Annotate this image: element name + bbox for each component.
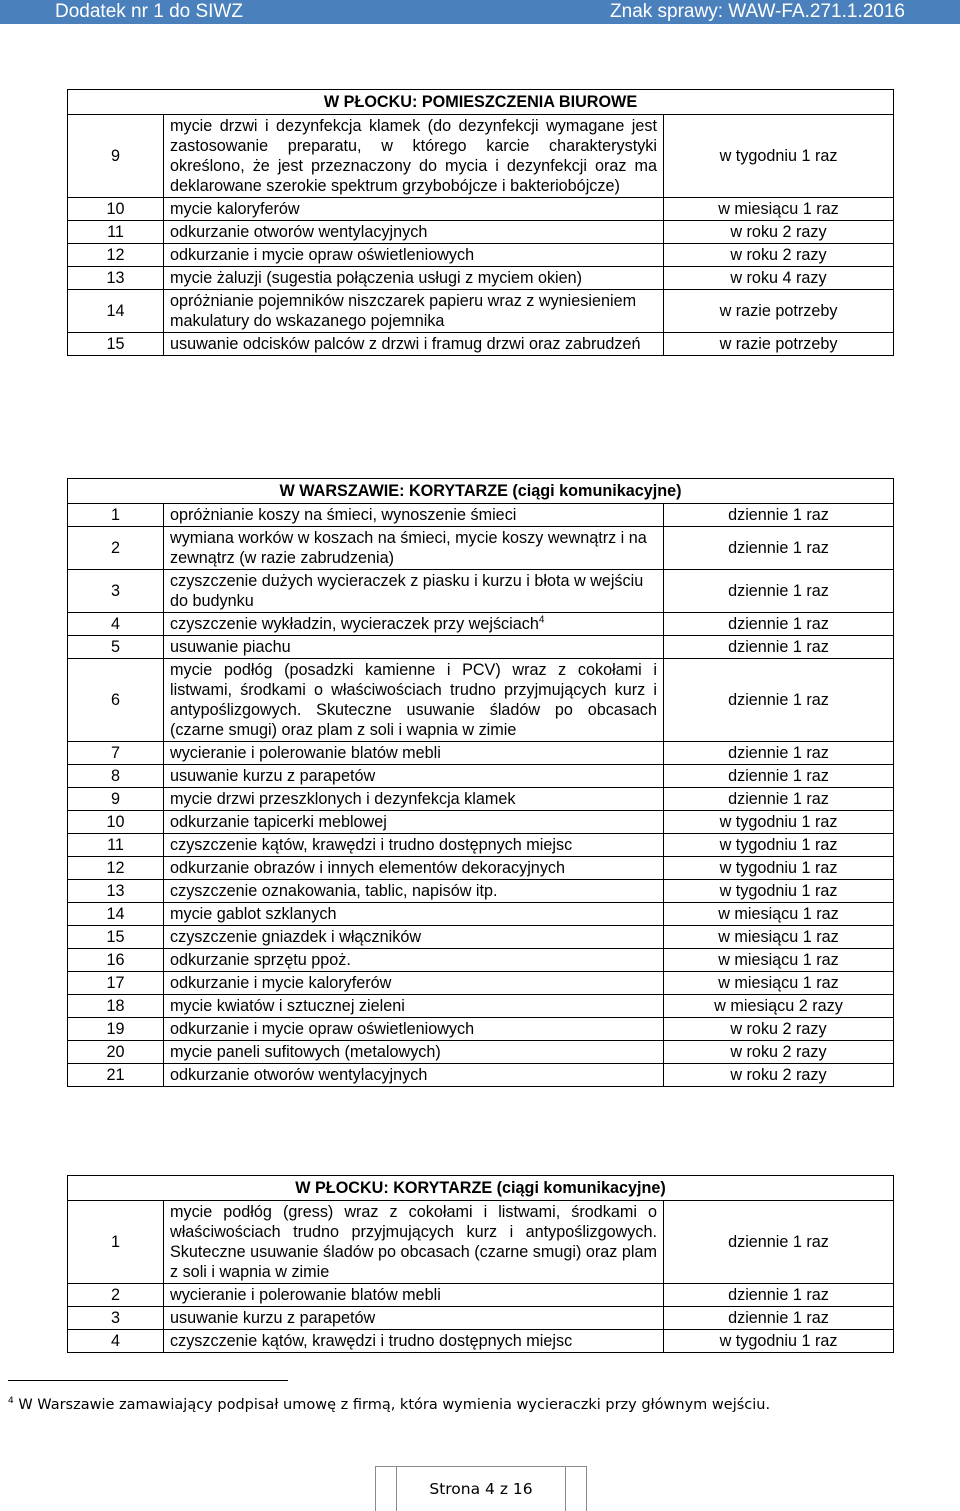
task-description: mycie drzwi przeszklonych i dezynfekcja klamek	[170, 790, 516, 808]
frequency: w roku 2 razy	[664, 221, 894, 244]
table-row	[68, 570, 894, 613]
task-description: mycie żaluzji (sugestia połączenia usługi z myciem okien)	[170, 269, 583, 287]
frequency: dziennie 1 raz	[664, 527, 894, 570]
footnote-marker: 4	[8, 1396, 14, 1407]
row-number: 5	[68, 636, 164, 659]
row-number: 1	[68, 504, 164, 527]
task-description-cell	[164, 995, 664, 1018]
table-heading-row	[68, 1176, 894, 1201]
task-description: mycie podłóg (gress) wraz z cokołami i listwami, środkami o właściwościach trudno przyjmujących kurz i antypoślizgowych. Skuteczne usuwanie śladów po obcasach (czarne smugi) oraz plam z soli i wapnia w zimie	[170, 1203, 657, 1281]
task-description: odkurzanie otworów wentylacyjnych	[170, 1066, 428, 1084]
frequency: w razie potrzeby	[664, 333, 894, 356]
header-case-number: Znak sprawy: WAW-FA.271.1.2016	[610, 1, 905, 22]
row-number: 17	[68, 972, 164, 995]
row-number: 10	[68, 198, 164, 221]
document-header	[0, 0, 960, 24]
table-heading: W PŁOCKU: KORYTARZE (ciągi komunikacyjne)	[68, 1176, 894, 1201]
frequency: w miesiącu 1 raz	[664, 926, 894, 949]
table-row	[68, 333, 894, 356]
table-heading-row	[68, 479, 894, 504]
row-number: 11	[68, 221, 164, 244]
task-description-cell	[164, 1041, 664, 1064]
task-description: odkurzanie i mycie kaloryferów	[170, 974, 392, 992]
frequency: w miesiącu 1 raz	[664, 972, 894, 995]
task-description-cell	[164, 926, 664, 949]
frequency: w roku 2 razy	[664, 244, 894, 267]
task-description: opróżnianie pojemników niszczarek papieru wraz z wyniesieniem makulatury do wskazanego pojemnika	[170, 292, 637, 330]
task-description-cell	[164, 198, 664, 221]
frequency: w tygodniu 1 raz	[664, 115, 894, 198]
row-number: 14	[68, 290, 164, 333]
footnote-reference: 4	[538, 614, 545, 626]
table-row	[68, 1041, 894, 1064]
page-number: Strona 4 z 16	[396, 1467, 566, 1511]
task-description-cell	[164, 811, 664, 834]
table-heading: W WARSZAWIE: KORYTARZE (ciągi komunikacyjne)	[68, 479, 894, 504]
row-number: 4	[68, 613, 164, 636]
task-description-cell	[164, 880, 664, 903]
task-description-cell	[164, 1064, 664, 1087]
row-number: 18	[68, 995, 164, 1018]
row-number: 21	[68, 1064, 164, 1087]
task-description-cell	[164, 1307, 664, 1330]
frequency: w miesiącu 2 razy	[664, 995, 894, 1018]
table-row	[68, 926, 894, 949]
frequency: w roku 2 razy	[664, 1064, 894, 1087]
table-row	[68, 995, 894, 1018]
frequency: w miesiącu 1 raz	[664, 903, 894, 926]
task-description: mycie gablot szklanych	[170, 905, 337, 923]
task-description-cell	[164, 659, 664, 742]
task-description-cell	[164, 949, 664, 972]
table-row	[68, 1201, 894, 1284]
row-number: 2	[68, 1284, 164, 1307]
footnote	[8, 1395, 948, 1415]
row-number: 8	[68, 765, 164, 788]
task-description: mycie podłóg (posadzki kamienne i PCV) wraz z cokołami i listwami, środkami o właściwościach trudno przyjmujących kurz i antypoślizgowych. Skuteczne usuwanie śladów po obcasach (czarne smugi) oraz plam z soli i wapnia w zimie	[170, 661, 657, 739]
task-description-cell	[164, 570, 664, 613]
table-heading: W PŁOCKU: POMIESZCZENIA BIUROWE	[68, 90, 894, 115]
task-description: wymiana worków w koszach na śmieci, mycie koszy wewnątrz i na zewnątrz (w razie zabrudzenia)	[170, 529, 647, 567]
task-description: mycie drzwi i dezynfekcja klamek (do dezynfekcji wymagane jest zastosowanie preparatu, w którego karcie charakterystyki określono, że jest przeznaczony do mycia i dezynfekcji oraz ma deklarowane szerokie spektrum grzybobójcze i bakteriobójcze)	[170, 117, 657, 195]
row-number: 20	[68, 1041, 164, 1064]
table-row	[68, 903, 894, 926]
frequency: dziennie 1 raz	[664, 636, 894, 659]
table-row	[68, 1330, 894, 1353]
table-row	[68, 504, 894, 527]
row-number: 12	[68, 857, 164, 880]
frequency: dziennie 1 raz	[664, 504, 894, 527]
table-row	[68, 221, 894, 244]
row-number: 13	[68, 880, 164, 903]
table-row	[68, 527, 894, 570]
row-number: 13	[68, 267, 164, 290]
frequency: w razie potrzeby	[664, 290, 894, 333]
table-heading-row	[68, 90, 894, 115]
frequency: dziennie 1 raz	[664, 765, 894, 788]
row-number: 14	[68, 903, 164, 926]
frequency: dziennie 1 raz	[664, 1284, 894, 1307]
task-description: mycie kaloryferów	[170, 200, 300, 218]
table-row	[68, 834, 894, 857]
task-description: usuwanie kurzu z parapetów	[170, 1309, 376, 1327]
frequency: dziennie 1 raz	[664, 570, 894, 613]
row-number: 2	[68, 527, 164, 570]
table-row	[68, 880, 894, 903]
table-row	[68, 765, 894, 788]
task-description: usuwanie kurzu z parapetów	[170, 767, 376, 785]
task-description-cell	[164, 636, 664, 659]
task-description-cell	[164, 504, 664, 527]
frequency: dziennie 1 raz	[664, 1201, 894, 1284]
row-number: 12	[68, 244, 164, 267]
header-title: Dodatek nr 1 do SIWZ	[55, 1, 243, 22]
row-number: 9	[68, 115, 164, 198]
task-description: czyszczenie wykładzin, wycieraczek przy wejściach	[170, 615, 539, 633]
task-description-cell	[164, 834, 664, 857]
task-description-cell	[164, 903, 664, 926]
task-description-cell	[164, 115, 664, 198]
task-description: odkurzanie tapicerki meblowej	[170, 813, 387, 831]
table-row	[68, 1307, 894, 1330]
task-description: opróżnianie koszy na śmieci, wynoszenie śmieci	[170, 506, 517, 524]
frequency: w tygodniu 1 raz	[664, 811, 894, 834]
frequency: w tygodniu 1 raz	[664, 1330, 894, 1353]
frequency: w tygodniu 1 raz	[664, 880, 894, 903]
table-row	[68, 1018, 894, 1041]
frequency: dziennie 1 raz	[664, 659, 894, 742]
row-number: 3	[68, 1307, 164, 1330]
table-row	[68, 267, 894, 290]
task-description: czyszczenie gniazdek i włączników	[170, 928, 422, 946]
table-row	[68, 290, 894, 333]
row-number: 16	[68, 949, 164, 972]
task-description: usuwanie piachu	[170, 638, 291, 656]
task-description-cell	[164, 1284, 664, 1307]
task-description: odkurzanie sprzętu ppoż.	[170, 951, 351, 969]
task-description-cell	[164, 1330, 664, 1353]
task-description-cell	[164, 742, 664, 765]
table-row	[68, 1284, 894, 1307]
table-plock-corridors	[67, 1175, 894, 1353]
row-number: 1	[68, 1201, 164, 1284]
table-plock-offices	[67, 89, 894, 356]
task-description: mycie paneli sufitowych (metalowych)	[170, 1043, 441, 1061]
table-row	[68, 811, 894, 834]
frequency: w miesiącu 1 raz	[664, 198, 894, 221]
footnote-separator	[8, 1380, 288, 1381]
frequency: w tygodniu 1 raz	[664, 857, 894, 880]
task-description-cell	[164, 972, 664, 995]
frequency: w tygodniu 1 raz	[664, 834, 894, 857]
task-description-cell	[164, 1201, 664, 1284]
frequency: dziennie 1 raz	[664, 788, 894, 811]
table-row	[68, 972, 894, 995]
task-description: czyszczenie oznakowania, tablic, napisów itp.	[170, 882, 498, 900]
task-description: czyszczenie dużych wycieraczek z piasku i kurzu i błota w wejściu do budynku	[170, 572, 644, 610]
table-row	[68, 613, 894, 636]
frequency: dziennie 1 raz	[664, 613, 894, 636]
task-description: czyszczenie kątów, krawędzi i trudno dostępnych miejsc	[170, 836, 573, 854]
task-description-cell	[164, 267, 664, 290]
table-row	[68, 115, 894, 198]
frequency: w roku 2 razy	[664, 1041, 894, 1064]
task-description-cell	[164, 857, 664, 880]
row-number: 3	[68, 570, 164, 613]
task-description: wycieranie i polerowanie blatów mebli	[170, 1286, 441, 1304]
row-number: 7	[68, 742, 164, 765]
task-description-cell	[164, 527, 664, 570]
task-description-cell	[164, 788, 664, 811]
table-row	[68, 198, 894, 221]
table-warsaw-corridors	[67, 478, 894, 1087]
task-description: czyszczenie kątów, krawędzi i trudno dostępnych miejsc	[170, 1332, 573, 1350]
row-number: 15	[68, 926, 164, 949]
task-description: odkurzanie i mycie opraw oświetleniowych	[170, 246, 475, 264]
table-row	[68, 788, 894, 811]
table-row	[68, 857, 894, 880]
task-description-cell	[164, 290, 664, 333]
page-number-box	[375, 1466, 587, 1511]
frequency: w roku 4 razy	[664, 267, 894, 290]
task-description: mycie kwiatów i sztucznej zieleni	[170, 997, 405, 1015]
row-number: 6	[68, 659, 164, 742]
task-description-cell	[164, 1018, 664, 1041]
row-number: 19	[68, 1018, 164, 1041]
task-description-cell	[164, 613, 664, 636]
row-number: 4	[68, 1330, 164, 1353]
table-row	[68, 949, 894, 972]
task-description: odkurzanie obrazów i innych elementów dekoracyjnych	[170, 859, 566, 877]
row-number: 10	[68, 811, 164, 834]
task-description: odkurzanie i mycie opraw oświetleniowych	[170, 1020, 475, 1038]
table-row	[68, 1064, 894, 1087]
table-row	[68, 636, 894, 659]
frequency: w roku 2 razy	[664, 1018, 894, 1041]
frequency: dziennie 1 raz	[664, 742, 894, 765]
table-row	[68, 742, 894, 765]
task-description: wycieranie i polerowanie blatów mebli	[170, 744, 441, 762]
frequency: dziennie 1 raz	[664, 1307, 894, 1330]
task-description-cell	[164, 333, 664, 356]
frequency: w miesiącu 1 raz	[664, 949, 894, 972]
task-description-cell	[164, 244, 664, 267]
task-description: odkurzanie otworów wentylacyjnych	[170, 223, 428, 241]
table-row	[68, 659, 894, 742]
task-description-cell	[164, 765, 664, 788]
task-description: usuwanie odcisków palców z drzwi i framug drzwi oraz zabrudzeń	[170, 335, 641, 353]
row-number: 9	[68, 788, 164, 811]
table-row	[68, 244, 894, 267]
footnote-text: W Warszawie zamawiający podpisał umowę z firmą, która wymienia wycieraczki przy głównym wejściu.	[18, 1397, 771, 1413]
task-description-cell	[164, 221, 664, 244]
row-number: 11	[68, 834, 164, 857]
row-number: 15	[68, 333, 164, 356]
